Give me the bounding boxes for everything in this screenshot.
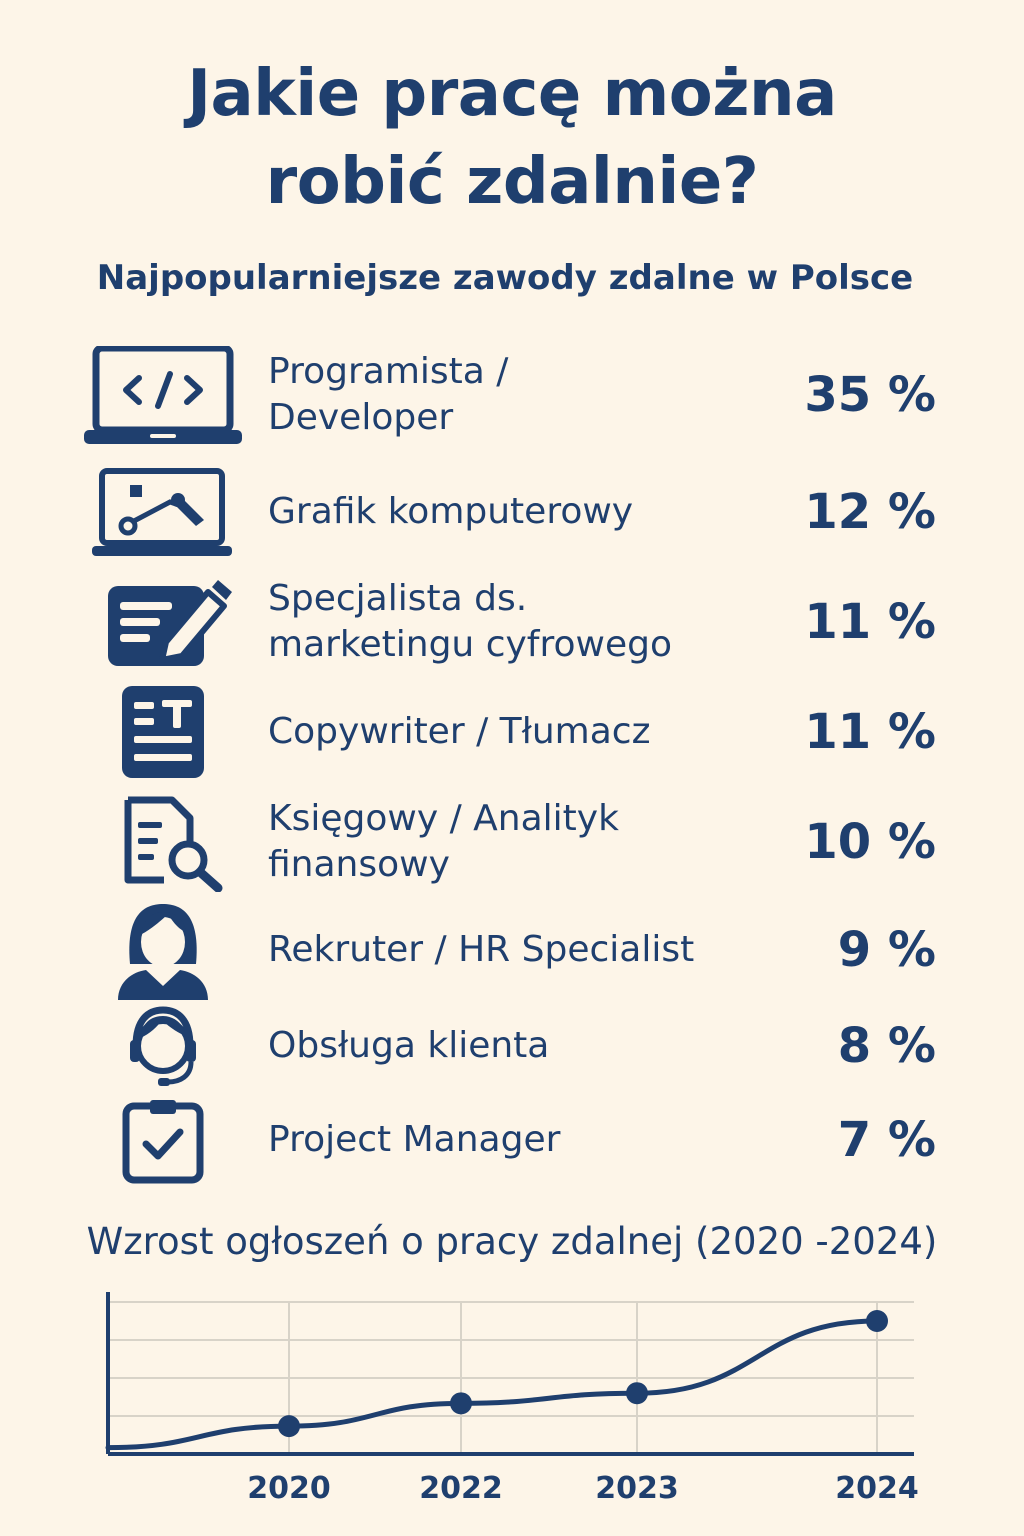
- chart-title: Wzrost ogłoszeń o pracy zdalnej (2020 -2024): [86, 1220, 938, 1263]
- profession-label-line: finansowy: [268, 844, 450, 885]
- profession-row: [0, 340, 1024, 450]
- profession-row: [0, 900, 1024, 1000]
- data-point: [626, 1382, 648, 1404]
- profession-row: [0, 1004, 1024, 1088]
- chart-tick-labels: [247, 1471, 919, 1506]
- profession-label: [268, 576, 788, 668]
- profession-label: [268, 927, 788, 973]
- laptop-code-icon: [84, 346, 242, 446]
- profession-percent: 11 %: [804, 704, 936, 760]
- clipboard-check-icon: [122, 1098, 204, 1184]
- profession-percent: 12 %: [804, 484, 936, 540]
- profession-label: [268, 1023, 788, 1069]
- profession-row: [0, 792, 1024, 892]
- profession-percent: 35 %: [804, 367, 936, 423]
- text-document-icon: [122, 686, 204, 778]
- x-tick-label: 2023: [595, 1471, 679, 1506]
- woman-avatar-icon: [116, 900, 210, 1000]
- profession-label: [268, 796, 788, 888]
- profession-label: [268, 489, 788, 535]
- page-title-line-1: Jakie pracę można: [187, 57, 837, 131]
- profession-label: [268, 709, 788, 755]
- profession-label: [268, 1117, 788, 1163]
- x-tick-label: 2024: [835, 1471, 919, 1506]
- data-point: [450, 1392, 472, 1414]
- profession-percent: 11 %: [804, 594, 936, 650]
- profession-percent: 10 %: [804, 814, 936, 870]
- profession-label-line: Księgowy / Analityk: [268, 798, 619, 839]
- page-subtitle: Najpopularniejsze zawody zdalne w Polsce: [96, 258, 914, 298]
- graphic-design-tablet-icon: [92, 468, 232, 558]
- profession-row: [0, 1094, 1024, 1186]
- profession-label-line: Grafik komputerowy: [268, 491, 634, 532]
- profession-row: [0, 572, 1024, 672]
- profession-percent: 8 %: [837, 1018, 936, 1074]
- document-pencil-icon: [108, 578, 232, 666]
- data-point: [278, 1415, 300, 1437]
- profession-percent: 9 %: [837, 922, 936, 978]
- x-tick-label: 2022: [419, 1471, 503, 1506]
- profession-label-line: Project Manager: [268, 1119, 561, 1160]
- profession-label-line: Obsługa klienta: [268, 1025, 550, 1066]
- profession-label-line: Copywriter / Tłumacz: [268, 711, 651, 752]
- profession-row: [0, 684, 1024, 780]
- document-magnifier-icon: [122, 796, 226, 892]
- profession-label-line: Rekruter / HR Specialist: [268, 929, 695, 970]
- profession-percent: 7 %: [837, 1112, 936, 1168]
- profession-label: [268, 349, 788, 441]
- profession-label-line: Developer: [268, 397, 454, 438]
- profession-label-line: Programista /: [268, 351, 509, 392]
- profession-label-line: Specjalista ds.: [268, 578, 528, 619]
- profession-label-line: marketingu cyfrowego: [268, 624, 672, 665]
- x-tick-label: 2020: [247, 1471, 331, 1506]
- data-point: [866, 1310, 888, 1332]
- line-chart: [0, 1280, 1024, 1536]
- headset-agent-icon: [128, 1006, 198, 1088]
- page-title: [0, 50, 1024, 226]
- page-title-line-2: robić zdalnie?: [265, 145, 759, 219]
- profession-row: [0, 464, 1024, 560]
